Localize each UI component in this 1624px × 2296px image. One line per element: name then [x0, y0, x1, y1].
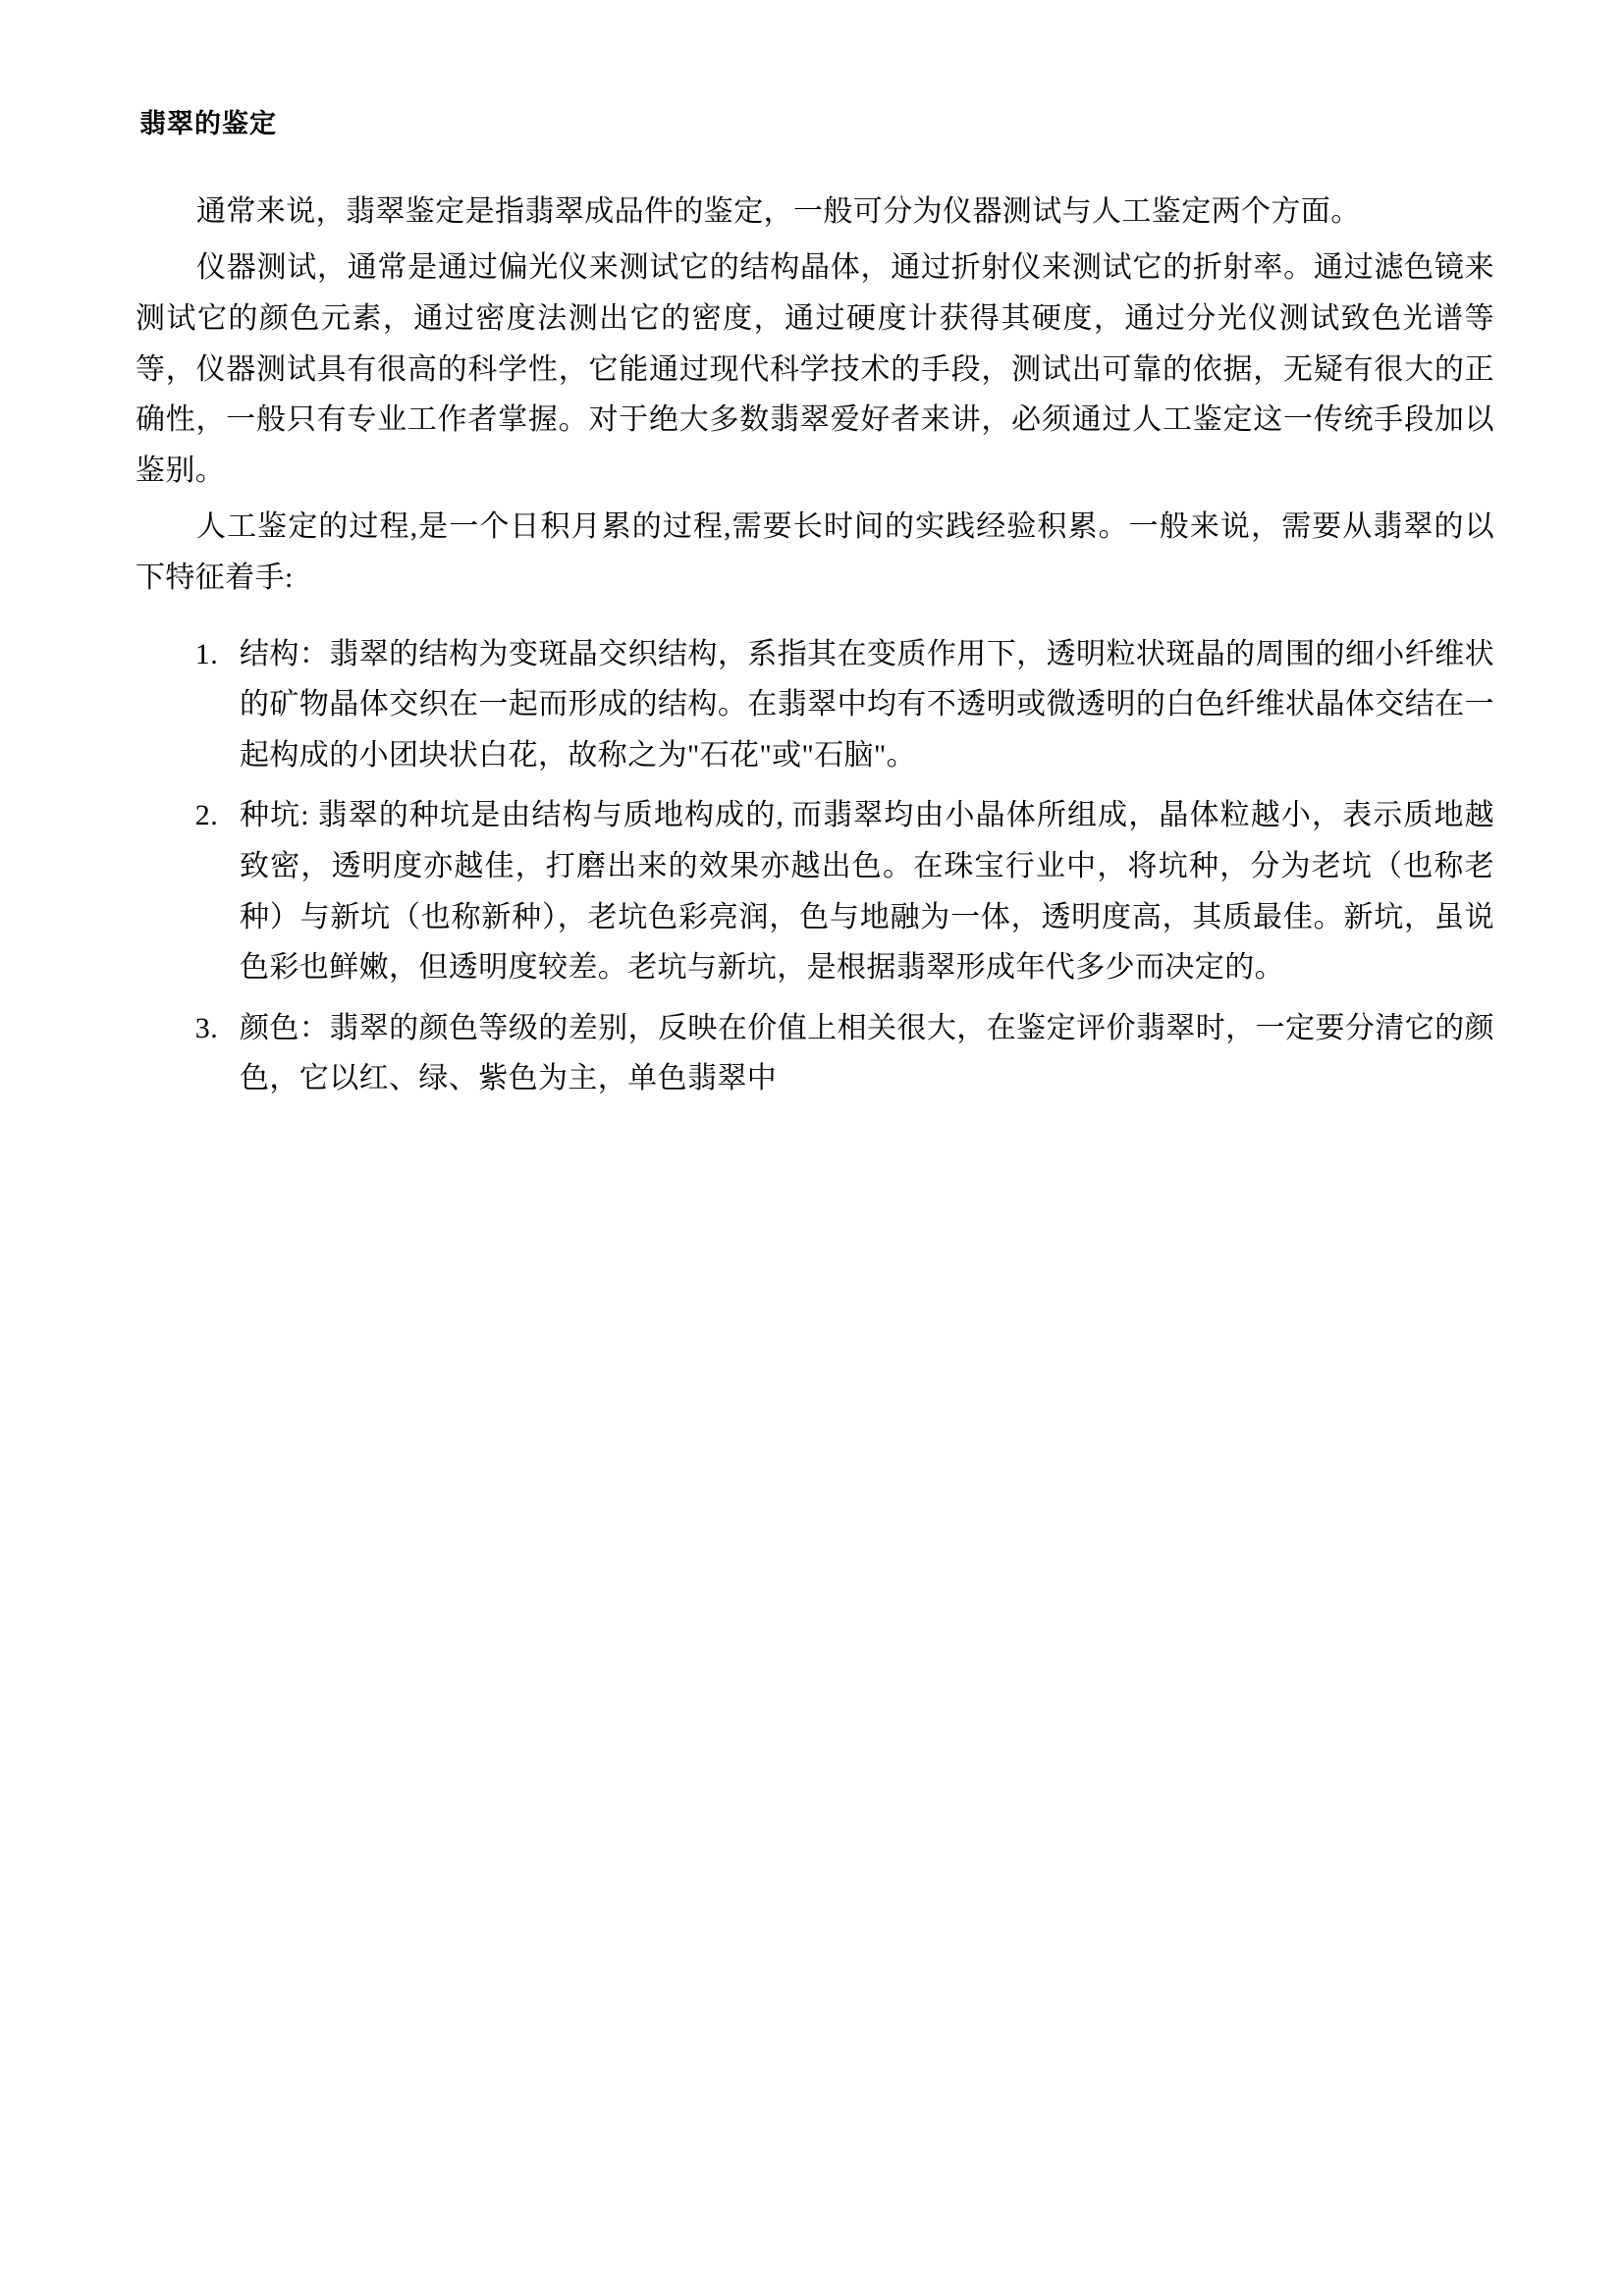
feature-list [135, 629, 1494, 1104]
list-item-text: 2. 种坑: 翡翠的种坑是由结构与质地构成的, 而翡翠均由小晶体所组成，晶体粒越小，表示质地越致密，透明度亦越佳，打磨出来的效果亦越出色。在珠宝行业中，将坑种，分为老坑（也称老种）与新坑（也称新种），老坑色彩亮润，色与地融为一体，透明度高，其质最佳。新坑，虽说色彩也鲜嫩，但透明度较差。老坑与新坑，是根据翡翠形成年代多少而决定的。 [240, 799, 1494, 985]
list-item [226, 790, 1494, 992]
list-item [226, 629, 1494, 781]
paragraph-3: 人工鉴定的过程,是一个日积月累的过程,需要长时间的实践经验积累。一般来说，需要从翡翠的以下特征着手: [135, 510, 1494, 594]
paragraph-2: 仪器测试，通常是通过偏光仪来测试它的结构晶体，通过折射仪来测试它的折射率。通过滤色镜来测试它的颜色元素，通过密度法测出它的密度，通过硬度计获得其硬度，通过分光仪测试致色光谱等等，仪器测试具有很高的科学性，它能通过现代科学技术的手段，测试出可靠的依据，无疑有很大的正确性，一般只有专业工作者掌握。对于绝大多数翡翠爱好者来讲，必须通过人工鉴定这一传统手段加以鉴别。 [135, 251, 1494, 487]
page-title: 翡翠的鉴定 [139, 109, 277, 139]
paragraph-1: 通常来说，翡翠鉴定是指翡翠成品件的鉴定，一般可分为仪器测试与人工鉴定两个方面。 [196, 194, 1361, 228]
document-body [135, 187, 1494, 1104]
list-item [226, 1003, 1494, 1104]
list-item-text: 1. 结构：翡翠的结构为变斑晶交织结构，系指其在变质作用下，透明粒状斑晶的周围的细小纤维状的矿物晶体交织在一起而形成的结构。在翡翠中均有不透明或微透明的白色纤维状晶体交结在一起构成的小团块状白花，故称之为"石花"或"石脑"。 [240, 637, 1494, 772]
list-item-text: 3. 颜色：翡翠的颜色等级的差别，反映在价值上相关很大，在鉴定评价翡翠时，一定要分清它的颜色，它以红、绿、紫色为主，单色翡翠中 [240, 1011, 1494, 1095]
